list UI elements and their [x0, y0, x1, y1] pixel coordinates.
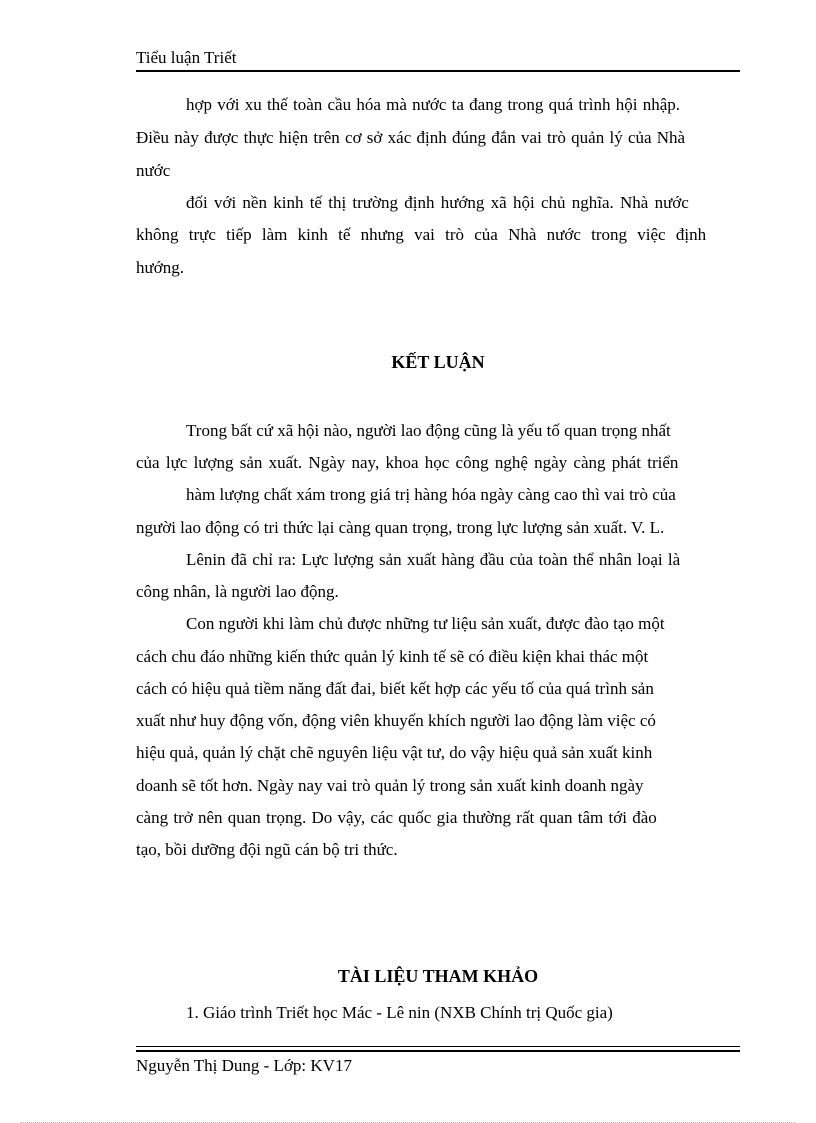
- conclusion-heading: KẾT LUẬN: [391, 352, 485, 372]
- conclusion-line: càng trở nên quan trọng. Do vậy, các quốc gia thường rất quan tâm tới đào: [136, 808, 657, 827]
- conclusion-line: cách chu đáo những kiến thức quản lý kinh tế sẽ có điều kiện khai thác một: [136, 647, 649, 666]
- body-line: hợp với xu thế toàn cầu hóa mà nước ta đang trong quá trình hội nhập.: [186, 95, 681, 114]
- body-line: không trực tiếp làm kinh tế nhưng vai trò của Nhà nước trong việc định: [136, 225, 707, 244]
- page-footer-author: Nguyễn Thị Dung - Lớp: KV17: [136, 1056, 352, 1075]
- conclusion-line: của lực lượng sản xuất. Ngày nay, khoa học công nghệ ngày càng phát triển: [136, 453, 679, 472]
- conclusion-line: người lao động có tri thức lại càng quan trọng, trong lực lượng sản xuất. V. L.: [136, 518, 665, 537]
- body-line: Điều này được thực hiện trên cơ sở xác định đúng đắn vai trò quản lý của Nhà: [136, 128, 686, 147]
- conclusion-line: Con người khi làm chủ được những tư liệu sản xuất, được đào tạo một: [186, 614, 665, 633]
- header-rule: [136, 70, 740, 72]
- conclusion-line: cách có hiệu quả tiềm năng đất đai, biết kết hợp các yếu tố của quá trình sản: [136, 679, 654, 698]
- conclusion-line: công nhân, là người lao động.: [136, 582, 339, 601]
- page-header-title: Tiểu luận Triết: [136, 48, 237, 67]
- reference-item: 1. Giáo trình Triết học Mác - Lê nin (NXB Chính trị Quốc gia): [186, 1003, 613, 1022]
- conclusion-line: Trong bất cứ xã hội nào, người lao động cũng là yếu tố quan trọng nhất: [186, 421, 671, 440]
- conclusion-line: doanh sẽ tốt hơn. Ngày nay vai trò quản lý trong sản xuất kinh doanh ngày: [136, 776, 644, 795]
- conclusion-line: Lênin đã chỉ ra: Lực lượng sản xuất hàng đầu của toàn thể nhân loại là: [186, 550, 681, 569]
- body-line: hướng.: [136, 258, 184, 277]
- footer-rule-bottom: [136, 1050, 740, 1052]
- conclusion-line: xuất như huy động vốn, động viên khuyến khích người lao động làm việc có: [136, 711, 656, 730]
- conclusion-line: tạo, bồi dưỡng đội ngũ cán bộ tri thức.: [136, 840, 398, 859]
- body-line: nước: [136, 161, 171, 180]
- footer-rule-top: [136, 1046, 740, 1047]
- conclusion-line: hàm lượng chất xám trong giá trị hàng hóa ngày càng cao thì vai trò của: [186, 485, 676, 504]
- body-line: đối với nền kinh tế thị trường định hướng xã hội chủ nghĩa. Nhà nước: [186, 193, 689, 212]
- conclusion-line: hiệu quả, quản lý chặt chẽ nguyên liệu vật tư, do vậy hiệu quả sản xuất kinh: [136, 743, 653, 762]
- references-heading: TÀI LIỆU THAM KHẢO: [337, 966, 539, 986]
